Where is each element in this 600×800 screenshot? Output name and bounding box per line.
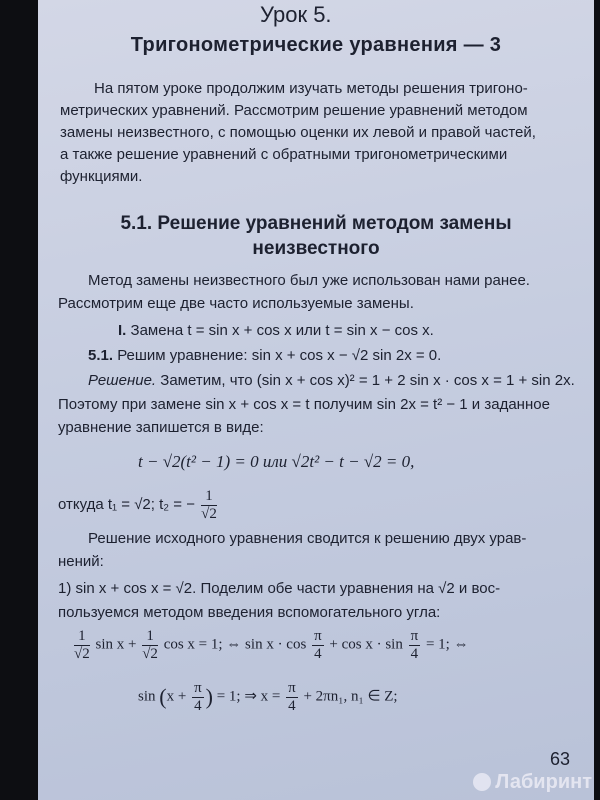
- fraction-numerator: 1: [74, 628, 90, 646]
- fraction: [409, 628, 421, 662]
- watermark-logo: [473, 771, 592, 794]
- roots-line: [58, 488, 219, 522]
- equation-term: sin: [138, 688, 156, 705]
- section-title-line: 5.1. Решение уравнений методом замены: [120, 213, 512, 234]
- fraction: [201, 488, 217, 522]
- lesson-heading: Урок 5.: [260, 2, 332, 27]
- fraction: [142, 628, 158, 662]
- equation-term: + 2πn₁, n₁ ∈ Z;: [303, 688, 398, 705]
- solution-label: Решение.: [88, 372, 157, 389]
- fraction: [312, 628, 324, 662]
- equation-term: = 1; ⇔: [425, 636, 469, 653]
- paragraph-line: Метод замены неизвестного был уже использован нами ранее.: [88, 272, 530, 289]
- subsection-line: [118, 322, 434, 339]
- example-line: [88, 347, 441, 364]
- fraction-numerator: π: [314, 628, 322, 644]
- intro-line: метрических уравнений. Рассмотрим решение уравнений методом: [60, 102, 528, 119]
- intro-line: На пятом уроке продолжим изучать методы решения тригоно-: [94, 80, 528, 97]
- fraction-denominator: 4: [314, 645, 322, 662]
- paragraph-line: 1) sin x + cos x = √2. Поделим обе части уравнения на √2 и вос-: [58, 580, 501, 597]
- fraction: [286, 680, 298, 714]
- paragraph-line: Рассмотрим еще две часто используемые замены.: [58, 295, 414, 312]
- intro-line: замены неизвестного, с помощью оценки их левой и правой частей,: [60, 124, 536, 141]
- fraction-numerator: 1: [201, 488, 217, 506]
- section-title: [38, 212, 594, 261]
- fraction-denominator: 4: [194, 697, 202, 714]
- roots-text: откуда t₁ = √2; t₂ = −: [58, 495, 195, 513]
- intro-line: функциями.: [60, 168, 143, 185]
- equation-term: cos x = 1; ⇔ sin x · cos: [163, 636, 307, 653]
- fraction-denominator: √2: [201, 505, 217, 522]
- subsection-text: Замена t = sin x + cos x или t = sin x − cos x.: [130, 322, 434, 339]
- fraction-numerator: π: [410, 628, 419, 644]
- fraction-numerator: 1: [142, 628, 158, 646]
- example-text: Решим уравнение: sin x + cos x − √2 sin 2x = 0.: [117, 347, 442, 364]
- fraction: [74, 628, 90, 662]
- book-page: [38, 0, 594, 800]
- solution-line: [88, 372, 575, 389]
- equation-substitution: t − √2(t² − 1) = 0 или √2t² − t − √2 = 0,: [138, 452, 415, 471]
- paragraph-line: нений:: [58, 553, 104, 570]
- equation-term: + cos x · sin: [329, 636, 403, 653]
- fraction-denominator: √2: [74, 645, 90, 662]
- equation-term: x +: [166, 688, 187, 705]
- paragraph-line: пользуемся методом введения вспомогательного угла:: [58, 604, 441, 621]
- paragraph-line: Поэтому при замене sin x + cos x = t получим sin 2x = t² − 1 и заданное: [58, 396, 550, 413]
- fraction-denominator: 4: [410, 645, 419, 662]
- paragraph-line: Решение исходного уравнения сводится к решению двух урав-: [88, 530, 527, 547]
- fraction: [192, 680, 204, 714]
- chapter-title: Тригонометрические уравнения — 3: [130, 34, 502, 56]
- labirint-logo-icon: [473, 773, 491, 791]
- equation-auxiliary-angle: [72, 628, 469, 662]
- paragraph-line: уравнение запишется в виде:: [58, 419, 264, 436]
- section-title-line: неизвестного: [252, 237, 380, 259]
- example-label: 5.1.: [88, 347, 114, 364]
- solution-text: Заметим, что (sin x + cos x)² = 1 + 2 sin x · cos x = 1 + sin 2x.: [160, 372, 575, 389]
- fraction-numerator: π: [288, 680, 296, 696]
- fraction-numerator: π: [194, 680, 202, 696]
- equation-term: sin x +: [95, 636, 137, 653]
- intro-line: а также решение уравнений с обратными тригонометрическими: [60, 146, 508, 163]
- fraction-denominator: √2: [142, 645, 158, 662]
- watermark-text: Лабиринт: [495, 771, 592, 793]
- page-number: 63: [549, 749, 570, 769]
- equation-term: = 1; ⇒ x =: [216, 688, 281, 705]
- fraction-denominator: 4: [288, 697, 296, 714]
- equation-solution: sin (x + $\frac{\pi}{4}$ ) = 1; ⇒ x = $\frac{\pi}{4}$ + 2πn₁, n₁ ∈ Z;: [138, 680, 398, 714]
- subsection-label: I.: [118, 322, 127, 339]
